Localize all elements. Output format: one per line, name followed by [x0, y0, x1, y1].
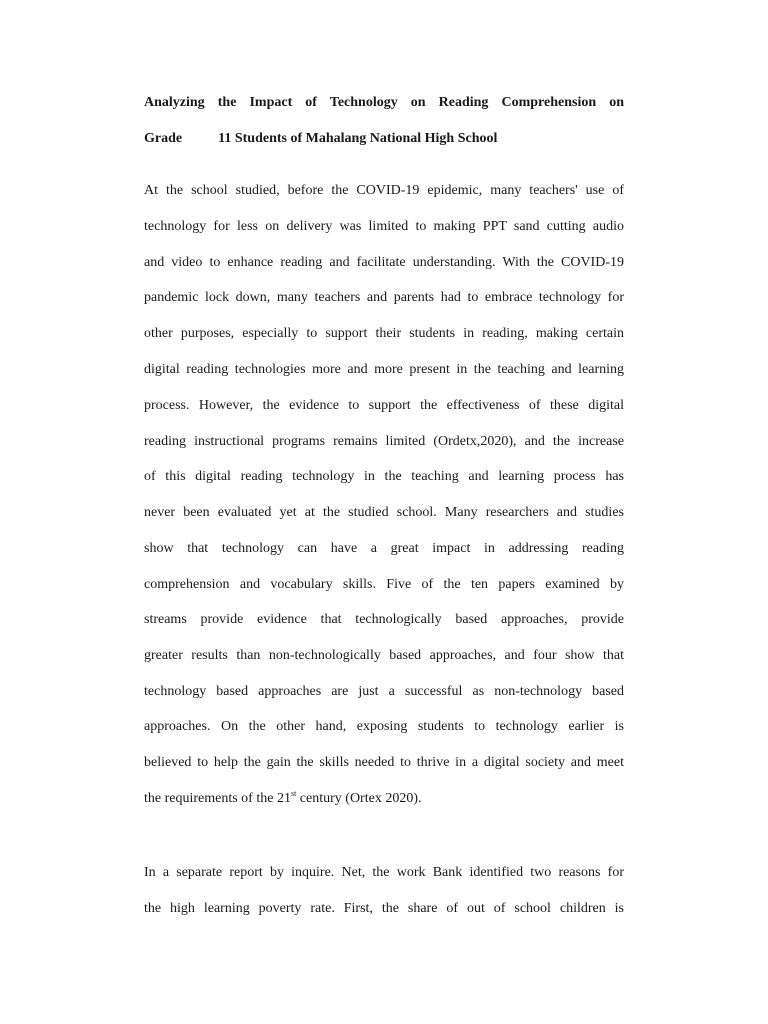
paragraph-last-line	[144, 789, 624, 809]
paragraph-line: At the school studied, before the COVID-19 epidemic, many teachers' use of	[144, 183, 624, 198]
document-title-line-1: Analyzing the Impact of Technology on Reading Comprehension on	[144, 95, 624, 110]
paragraph-line: pandemic lock down, many teachers and parents had to embrace technology for	[144, 290, 624, 305]
title-grade-word: Grade	[144, 131, 183, 146]
citation-text-before: the requirements of the 21	[144, 791, 291, 806]
citation-text-after: century (Ortex 2020).	[296, 791, 422, 806]
paragraph-line: reading instructional programs remains limited (Ordetx,2020), and the increase	[144, 434, 624, 449]
paragraph-line: technology based approaches are just a successful as non-technology based	[144, 684, 624, 699]
title-school-name: 11 Students of Mahalang National High School	[218, 131, 498, 146]
paragraph-line: the high learning poverty rate. First, the share of out of school children is	[144, 901, 624, 916]
paragraph-line: never been evaluated yet at the studied school. Many researchers and studies	[144, 505, 624, 520]
ordinal-superscript: st	[290, 789, 297, 798]
paragraph-line: greater results than non-technologically based approaches, and four show that	[144, 648, 624, 663]
paragraph-line: In a separate report by inquire. Net, the work Bank identified two reasons for	[144, 865, 624, 880]
paragraph-line: of this digital reading technology in the teaching and learning process has	[144, 469, 624, 484]
paragraph-line: believed to help the gain the skills needed to thrive in a digital society and meet	[144, 755, 624, 770]
paragraph-line: comprehension and vocabulary skills. Five of the ten papers examined by	[144, 577, 624, 592]
paragraph-line: technology for less on delivery was limited to making PPT sand cutting audio	[144, 219, 624, 234]
paragraph-line: and video to enhance reading and facilitate understanding. With the COVID-19	[144, 255, 624, 270]
document-title-line-2	[144, 129, 624, 149]
paragraph-line: approaches. On the other hand, exposing students to technology earlier is	[144, 719, 624, 734]
paragraph-line: streams provide evidence that technologically based approaches, provide	[144, 612, 624, 627]
paragraph-line: other purposes, especially to support their students in reading, making certain	[144, 326, 624, 341]
paragraph-line: process. However, the evidence to support the effectiveness of these digital	[144, 398, 624, 413]
paragraph-line: digital reading technologies more and more present in the teaching and learning	[144, 362, 624, 377]
paragraph-line: show that technology can have a great impact in addressing reading	[144, 541, 624, 556]
